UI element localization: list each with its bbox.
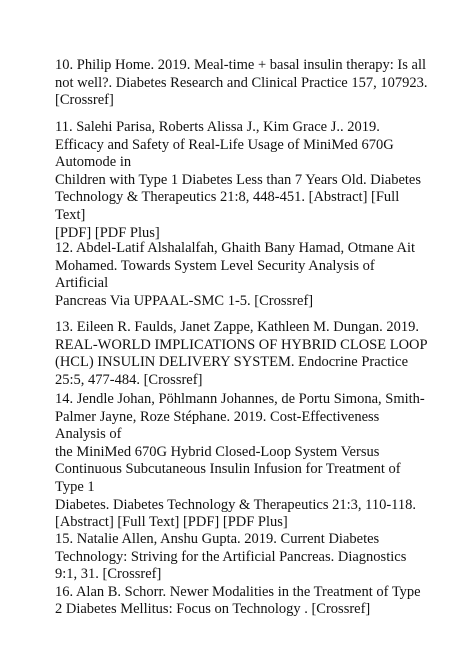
reference-13 (55, 319, 455, 389)
reference-line: 16. Alan B. Schorr. Newer Modalities in the Treatment of Type (55, 583, 421, 600)
reference-12 (55, 240, 455, 310)
reference-line: Continuous Subcutaneous Insulin Infusion for Treatment of (55, 461, 401, 478)
reference-line: 11. Salehi Parisa, Roberts Alissa J., Kim Grace J.. 2019. (55, 119, 380, 135)
reference-line: 15. Natalie Allen, Anshu Gupta. 2019. Current Diabetes (55, 531, 380, 547)
reference-line: Automode in (55, 154, 132, 171)
reference-line: the MiniMed 670G Hybrid Closed-Loop System Versus (55, 443, 380, 460)
pdf-links[interactable]: [PDF] [PDF Plus] (55, 224, 160, 241)
reference-line: Artificial (55, 275, 109, 292)
reference-14 (55, 391, 455, 532)
reference-line: Pancreas Via UPPAAL-SMC 1-5. [Crossref] (55, 292, 314, 309)
reference-line: 10. Philip Home. 2019. Meal-time + basal insulin therapy: Is all (55, 57, 427, 73)
reference-line: Technology: Striving for the Artificial Pancreas. Diagnostics (55, 548, 407, 565)
reference-line: Analysis of (55, 426, 122, 443)
reference-line: Text] (55, 206, 86, 223)
fulltext-links[interactable]: [Abstract] [Full Text] [PDF] [PDF Plus] (55, 514, 288, 531)
reference-line: (HCL) INSULIN DELIVERY SYSTEM. Endocrine Practice (55, 354, 409, 371)
reference-line: 12. Abdel-Latif Alshalalfah, Ghaith Bany Hamad, Otmane Ait (55, 240, 416, 256)
crossref-link[interactable]: [Crossref] (55, 92, 114, 109)
reference-line: Children with Type 1 Diabetes Less than 7 Years Old. Diabetes (55, 171, 421, 188)
reference-line: not well?. Diabetes Research and Clinical Practice 157, 107923. (55, 74, 428, 91)
reference-line: 13. Eileen R. Faulds, Janet Zappe, Kathleen M. Dungan. 2019. (55, 319, 420, 335)
reference-line: Palmer Jayne, Roze Stéphane. 2019. Cost-Effectiveness (55, 408, 380, 425)
reference-10 (55, 57, 455, 110)
reference-11 (55, 119, 455, 242)
reference-line: 9:1, 31. [Crossref] (55, 566, 162, 583)
reference-line: Efficacy and Safety of Real-Life Usage of MiniMed 670G (55, 136, 394, 153)
reference-line: REAL-WORLD IMPLICATIONS OF HYBRID CLOSE LOOP (55, 336, 428, 353)
reference-line: 2 Diabetes Mellitus: Focus on Technology . [Crossref] (55, 601, 371, 618)
reference-15-16 (55, 531, 455, 619)
reference-line: Mohamed. Towards System Level Security Analysis of (55, 257, 375, 274)
reference-line: 25:5, 477-484. [Crossref] (55, 371, 203, 388)
reference-line: Diabetes. Diabetes Technology & Therapeutics 21:3, 110-118. (55, 496, 416, 513)
reference-line: Type 1 (55, 478, 95, 495)
reference-line: Technology & Therapeutics 21:8, 448-451. [Abstract] [Full (55, 189, 400, 206)
reference-line: 14. Jendle Johan, Pöhlmann Johannes, de Portu Simona, Smith- (55, 391, 425, 407)
